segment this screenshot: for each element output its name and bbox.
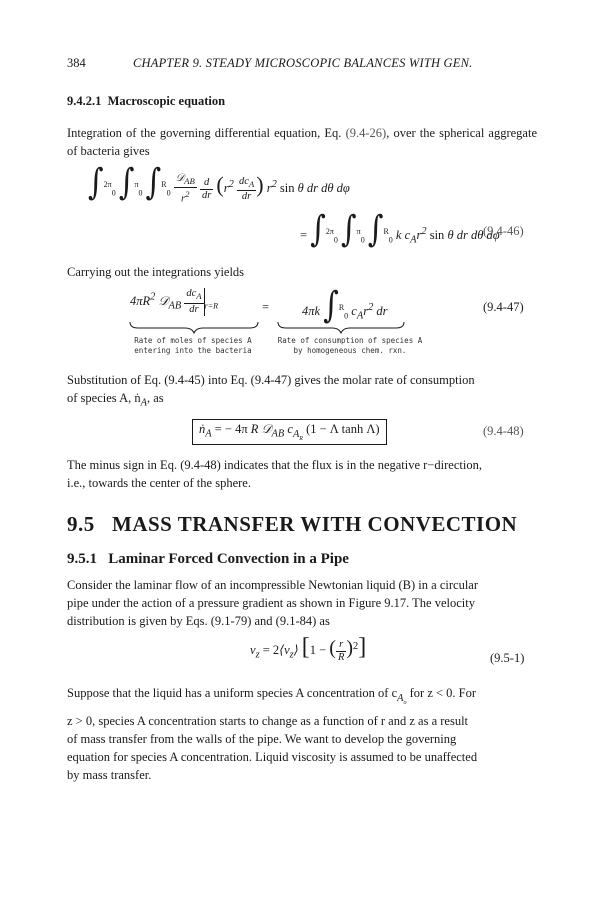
section-number: 9.5 xyxy=(67,512,95,536)
paragraph-laminar-flow xyxy=(67,576,537,630)
paragraph-substitution xyxy=(67,371,537,413)
running-title: CHAPTER 9. STEADY MICROSCOPIC BALANCES WITH GEN. xyxy=(133,56,473,70)
equation-9-4-47-lhs: $4\pi R^2$ 𝒟$_{AB}$ $\frac{dc_A}{dr}$ $_{r=R}$ xyxy=(130,288,218,315)
para1-text-a: Integration of the governing differential equation, Eq. xyxy=(67,126,342,140)
para6-line3: of mass transfer from the walls of the pipe. We want to develop the governing xyxy=(67,731,457,746)
page-number: 384 xyxy=(67,56,86,70)
para4-line2: i.e., towards the center of the sphere. xyxy=(67,476,251,490)
paragraph-integration xyxy=(67,124,537,160)
section-title: MASS TRANSFER WITH CONVECTION xyxy=(112,512,518,536)
equation-number-9-4-48: (9.4-48) xyxy=(483,424,524,438)
paragraph-uniform-concentration xyxy=(67,684,537,784)
equation-number-9-4-47: (9.4-47) xyxy=(483,300,524,314)
subsubsection-heading xyxy=(67,94,225,109)
para5-line3: distribution is given by Eqs. (9.1-79) and (9.1-84) as xyxy=(67,614,330,628)
equation-9-5-1: $v_z$ = $2⟨v_z⟩$ [1 − ( $\frac{r}{R}$ )$^2$] xyxy=(250,634,367,663)
right-underbrace xyxy=(278,322,404,333)
subsection-number: 9.5.1 xyxy=(67,551,97,567)
equation-number-9-4-46: (9.4-46) xyxy=(483,224,524,238)
subsection-heading xyxy=(67,551,349,568)
left-underbrace xyxy=(130,322,258,333)
para6-line4: equation for species A concentration. Liquid viscosity is assumed to be unaffected xyxy=(67,749,478,764)
para3-line1: Substitution of Eq. (9.4-45) into Eq. (9.4-47) gives the molar rate of consumption xyxy=(67,373,475,387)
para5-line1: Consider the laminar flow of an incompressible Newtonian liquid (B) in a circular xyxy=(67,578,478,592)
brace-label-left: Rate of moles of species A entering into the bacteria xyxy=(134,336,252,355)
equation-number-9-5-1: (9.5-1) xyxy=(490,651,525,665)
section-heading xyxy=(67,512,517,537)
paragraph-minus-sign xyxy=(67,456,537,492)
subsection-title: Laminar Forced Convection in a Pipe xyxy=(108,551,349,567)
para4-line1: The minus sign in Eq. (9.4-48) indicates that the flux is in the negative r−direction, xyxy=(67,458,482,472)
equation-reference: (9.4-26) xyxy=(345,126,387,140)
equation-9-4-46-lhs: ∫$^{2\pi}_0$ ∫$^\pi_0$ ∫$^R_0$ $\frac{𝒟_{AB}}{r^2}$ $\frac{d}{dr}$ ($r^2$ $\frac{dc_A}{dr}$ ) $r^2$ sin θ dr dθ dφ xyxy=(88,161,350,205)
para3-line2: of species A, ṅ$_A$, as xyxy=(67,391,164,409)
para6-line1: Suppose that the liquid has a uniform species A concentration of $c_{A_o}$ for z < 0. For xyxy=(67,686,477,706)
para6-line2: z > 0, species A concentration starts to change as a function of r and z as a result xyxy=(67,713,469,728)
para5-line2: pipe under the action of a pressure gradient as shown in Figure 9.17. The velocity xyxy=(67,596,475,610)
equation-9-4-48: ṅ$_A$ = − 4π R 𝒟$_{AB}$ $c_{A_R}$ (1 − Λ tanh Λ) xyxy=(192,419,387,445)
underbraces xyxy=(128,320,408,334)
equals-sign: = xyxy=(262,300,270,314)
para1-text-b: , over the spherical aggregate of bacteria gives xyxy=(67,126,537,158)
equation-9-4-46-rhs: = ∫$^{2\pi}_0$ ∫$^\pi_0$ ∫$^R_0$ k $c_Ar^2$ sin θ dr dθ dφ xyxy=(300,208,500,251)
brace-label-right: Rate of consumption of species A by homogeneous chem. rxn. xyxy=(277,336,423,355)
para6-line5: by mass transfer. xyxy=(67,767,152,782)
subsubsection-number: 9.4.2.1 xyxy=(67,94,102,108)
subsubsection-title: Macroscopic equation xyxy=(107,94,226,108)
equation-9-4-47-rhs: 4πk ∫$^R_0$ $c_Ar^2$ dr xyxy=(302,284,388,327)
paragraph-carrying-out: Carrying out the integrations yields xyxy=(67,265,245,279)
